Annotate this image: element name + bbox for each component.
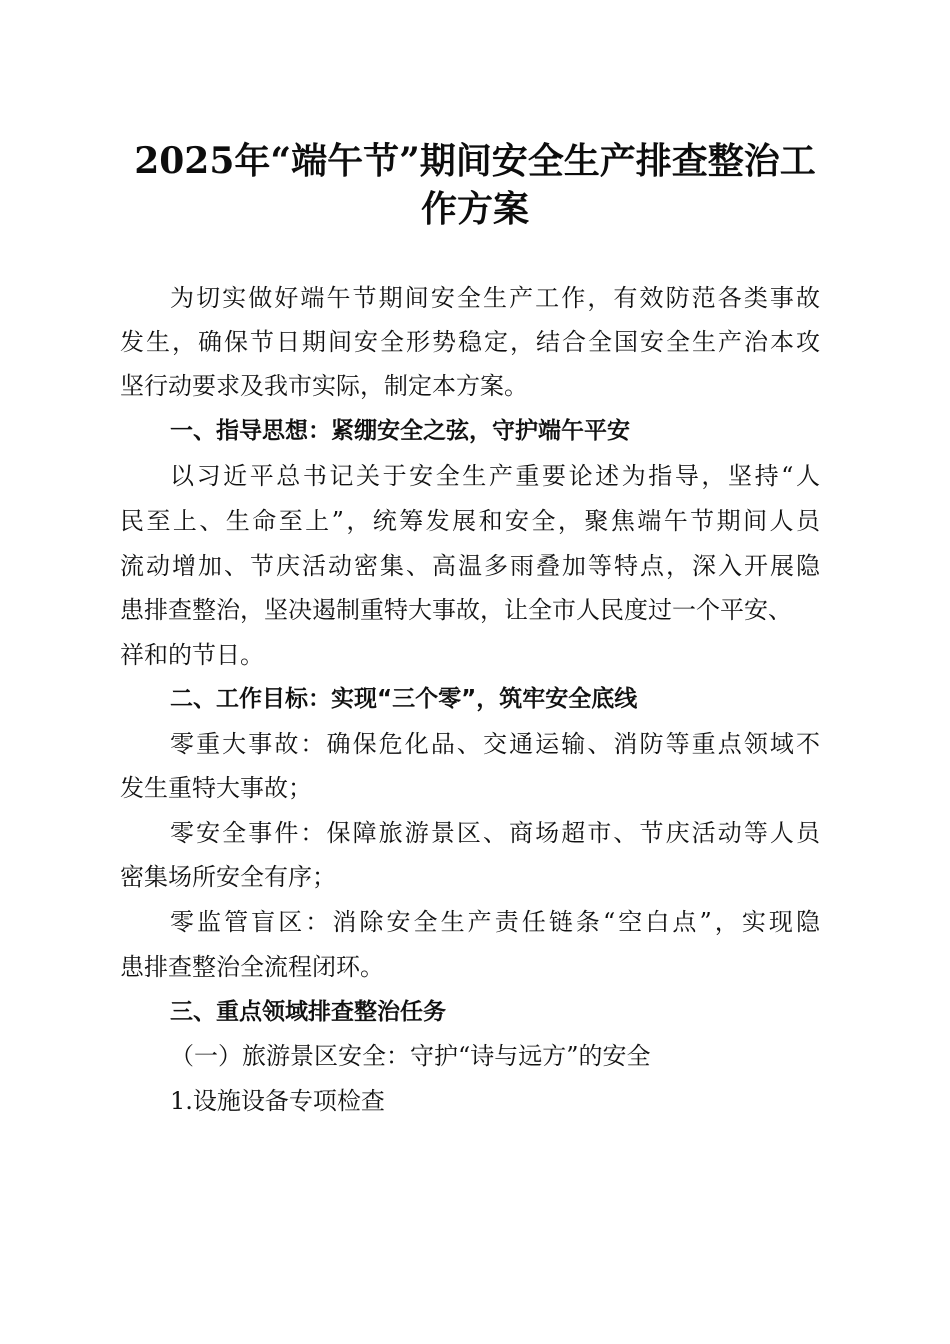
goal-2-line-1: 零安全事件：保障旅游景区、商场超市、节庆活动等人员 xyxy=(170,819,820,847)
section-1-line-4: 患排查整治，坚决遏制重特大事故，让全市人民度过一个平安、 xyxy=(120,596,792,624)
section-3-heading: 三、重点领域排查整治任务 xyxy=(170,999,446,1025)
section-2-heading: 二、工作目标：实现“三个零”，筑牢安全底线 xyxy=(170,686,638,712)
section-1-line-3: 流动增加、节庆活动密集、高温多雨叠加等特点，深入开展隐 xyxy=(120,552,820,580)
document-title-line-2: 作方案 xyxy=(420,188,529,230)
goal-1-line-1: 零重大事故：确保危化品、交通运输、消防等重点领域不 xyxy=(170,730,820,758)
intro-line-2: 发生，确保节日期间安全形势稳定，结合全国安全生产治本攻 xyxy=(120,328,820,356)
section-1-line-2: 民至上、生命至上”，统筹发展和安全，聚焦端午节期间人员 xyxy=(120,507,820,535)
intro-line-3: 坚行动要求及我市实际，制定本方案。 xyxy=(120,372,528,400)
goal-3-line-1: 零监管盲区：消除安全生产责任链条“空白点”，实现隐 xyxy=(170,908,820,936)
goal-1-line-2: 发生重特大事故； xyxy=(120,774,312,802)
document-title-line-1: 2025年“端午节”期间安全生产排查整治工 xyxy=(134,140,816,182)
section-1-line-1: 以习近平总书记关于安全生产重要论述为指导，坚持“人 xyxy=(170,462,820,490)
goal-2-line-2: 密集场所安全有序； xyxy=(120,863,336,891)
intro-line-1: 为切实做好端午节期间安全生产工作，有效防范各类事故 xyxy=(170,284,820,312)
section-3-subheading-1: （一）旅游景区安全：守护“诗与远方”的安全 xyxy=(170,1042,651,1070)
section-3-item-1: 1.设施设备专项检查 xyxy=(170,1087,385,1115)
section-1-line-5: 祥和的节日。 xyxy=(120,641,264,669)
section-1-heading: 一、指导思想：紧绷安全之弦，守护端午平安 xyxy=(170,418,630,444)
goal-3-line-2: 患排查整治全流程闭环。 xyxy=(120,953,384,981)
